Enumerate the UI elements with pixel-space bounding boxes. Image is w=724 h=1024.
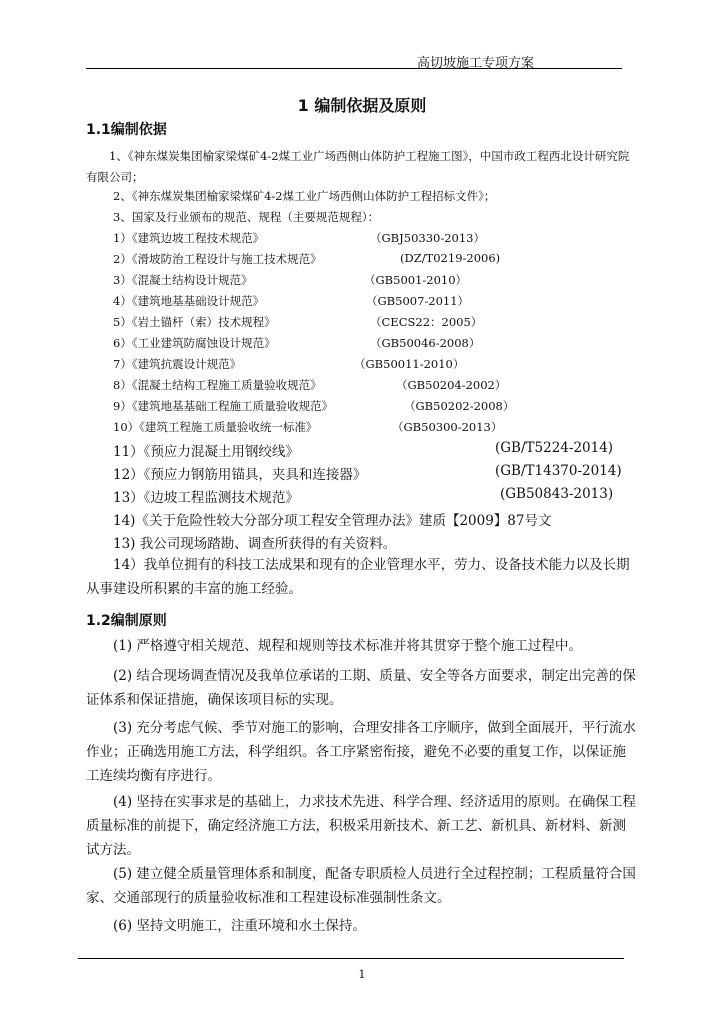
standard-name: 5）《岩土锚杆（索）技术规程》 [113, 315, 276, 329]
standard-code: （GBJ50330-2013） [370, 231, 485, 245]
principle-item: (2) 结合现场调查情况及我单位承诺的工期、质量、安全等各方面要求，制定出完善的保证体系和保证措施，确保该项目标的实现。 [86, 668, 636, 708]
standard-name: 7）《建筑抗震设计规范》 [113, 357, 242, 371]
standard-name: 12）《预应力钢筋用锚具，夹具和连接器》 [113, 467, 367, 483]
running-header-title: 高切坡施工专项方案 [416, 56, 534, 71]
page-number: 1 [358, 968, 366, 981]
header-rule [86, 68, 622, 69]
principle-item: (4) 坚持在实事求是的基础上，力求技术先进、科学合理、经济适用的原则。在确保工程质量标准的前提下，确定经济施工方法，积极采用新技术、新工艺、新机具、新材料、新测试方法。 [86, 794, 636, 858]
principle-item: (1) 严格遵守相关规范、规程和规则等技术标准并将其贯穿于整个施工过程中。 [113, 638, 582, 654]
standard-code: (GB50843-2013) [500, 486, 614, 502]
standard-code: (GB/T14370-2014) [495, 463, 622, 479]
standard-name: 2）《滑坡防治工程设计与施工技术规范》 [113, 252, 322, 266]
standard-code: （GB50046-2008） [370, 336, 481, 350]
standard-name: 3）《混凝土结构设计规范》 [113, 273, 253, 287]
standard-code: （GB50300-2013） [392, 420, 503, 434]
standard-code: （GB5007-2011） [366, 294, 470, 308]
standard-name: 11）《预应力混凝土用钢绞线》 [113, 444, 299, 460]
basis-item-2: 2、《神东煤炭集团榆家梁煤矿4-2煤工业广场西侧山体防护工程招标文件》； [113, 189, 496, 203]
principle-item: (5) 建立健全质量管理体系和制度，配备专职质检人员进行全过程控制；工程质量符合国家、交通部现行的质量验收标准和工程建设标准强制性条文。 [86, 866, 636, 906]
standard-name: 10）《建筑工程施工质量验收统一标准》 [113, 420, 318, 434]
footer-rule [78, 958, 624, 959]
standard-code: (DZ/T0219-2006) [400, 251, 501, 265]
basis-item-13b: 13) 我公司现场踏勘、调查所获得的有关资料。 [113, 536, 397, 552]
standard-name: 9）《建筑地基基础工程施工质量验收规范》 [113, 399, 334, 413]
standard-code: (GB/T5224-2014) [495, 440, 614, 456]
standard-name: 1）《建筑边坡工程技术规范》 [113, 231, 265, 245]
principle-item: (3) 充分考虑气候、季节对施工的影响，合理安排各工序顺序，做到全面展开，平行流水作业；正确选用施工方法，科学组织。各工序紧密衔接，避免不必要的重复工作，以保证施工连续均衡有序进行。 [86, 720, 636, 784]
standard-code: （GB5001-2010） [364, 273, 468, 287]
chapter-title: 1 编制依据及原则 [297, 96, 427, 115]
section-heading-principles: 1.2编制原则 [86, 613, 167, 629]
standard-code: （GB50011-2010） [354, 357, 465, 371]
standard-name: 8）《混凝土结构工程施工质量验收规范》 [113, 378, 322, 392]
standard-code: （GB50202-2008） [404, 399, 515, 413]
section-heading-basis: 1.1编制依据 [86, 122, 167, 138]
standard-name: 6）《工业建筑防腐蚀设计规范》 [113, 336, 276, 350]
basis-item-1: 1、《神东煤炭集团榆家梁煤矿4-2煤工业广场西侧山体防护工程施工图》，中国市政工程西北设计研究院有限公司； [86, 149, 630, 184]
principle-item: (6) 坚持文明施工，注重环境和水土保持。 [113, 918, 366, 934]
basis-item-3: 3、国家及行业颁布的规范、规程（主要规范规程）： [113, 210, 380, 224]
standard-code: （GB50204-2002） [396, 378, 507, 392]
basis-item-14b: 14）我单位拥有的科技工法成果和现有的企业管理水平，劳力、设备技术能力以及长期从事建设所积累的丰富的施工经验。 [86, 557, 630, 597]
basis-item-14a: 14)《关于危险性较大分部分项工程安全管理办法》建质【2009】87号文 [113, 513, 552, 529]
standard-name: 4）《建筑地基基础设计规范》 [113, 294, 265, 308]
standard-code: （CECS22：2005） [370, 315, 483, 329]
standard-name: 13）《边坡工程监测技术规范》 [113, 490, 299, 506]
